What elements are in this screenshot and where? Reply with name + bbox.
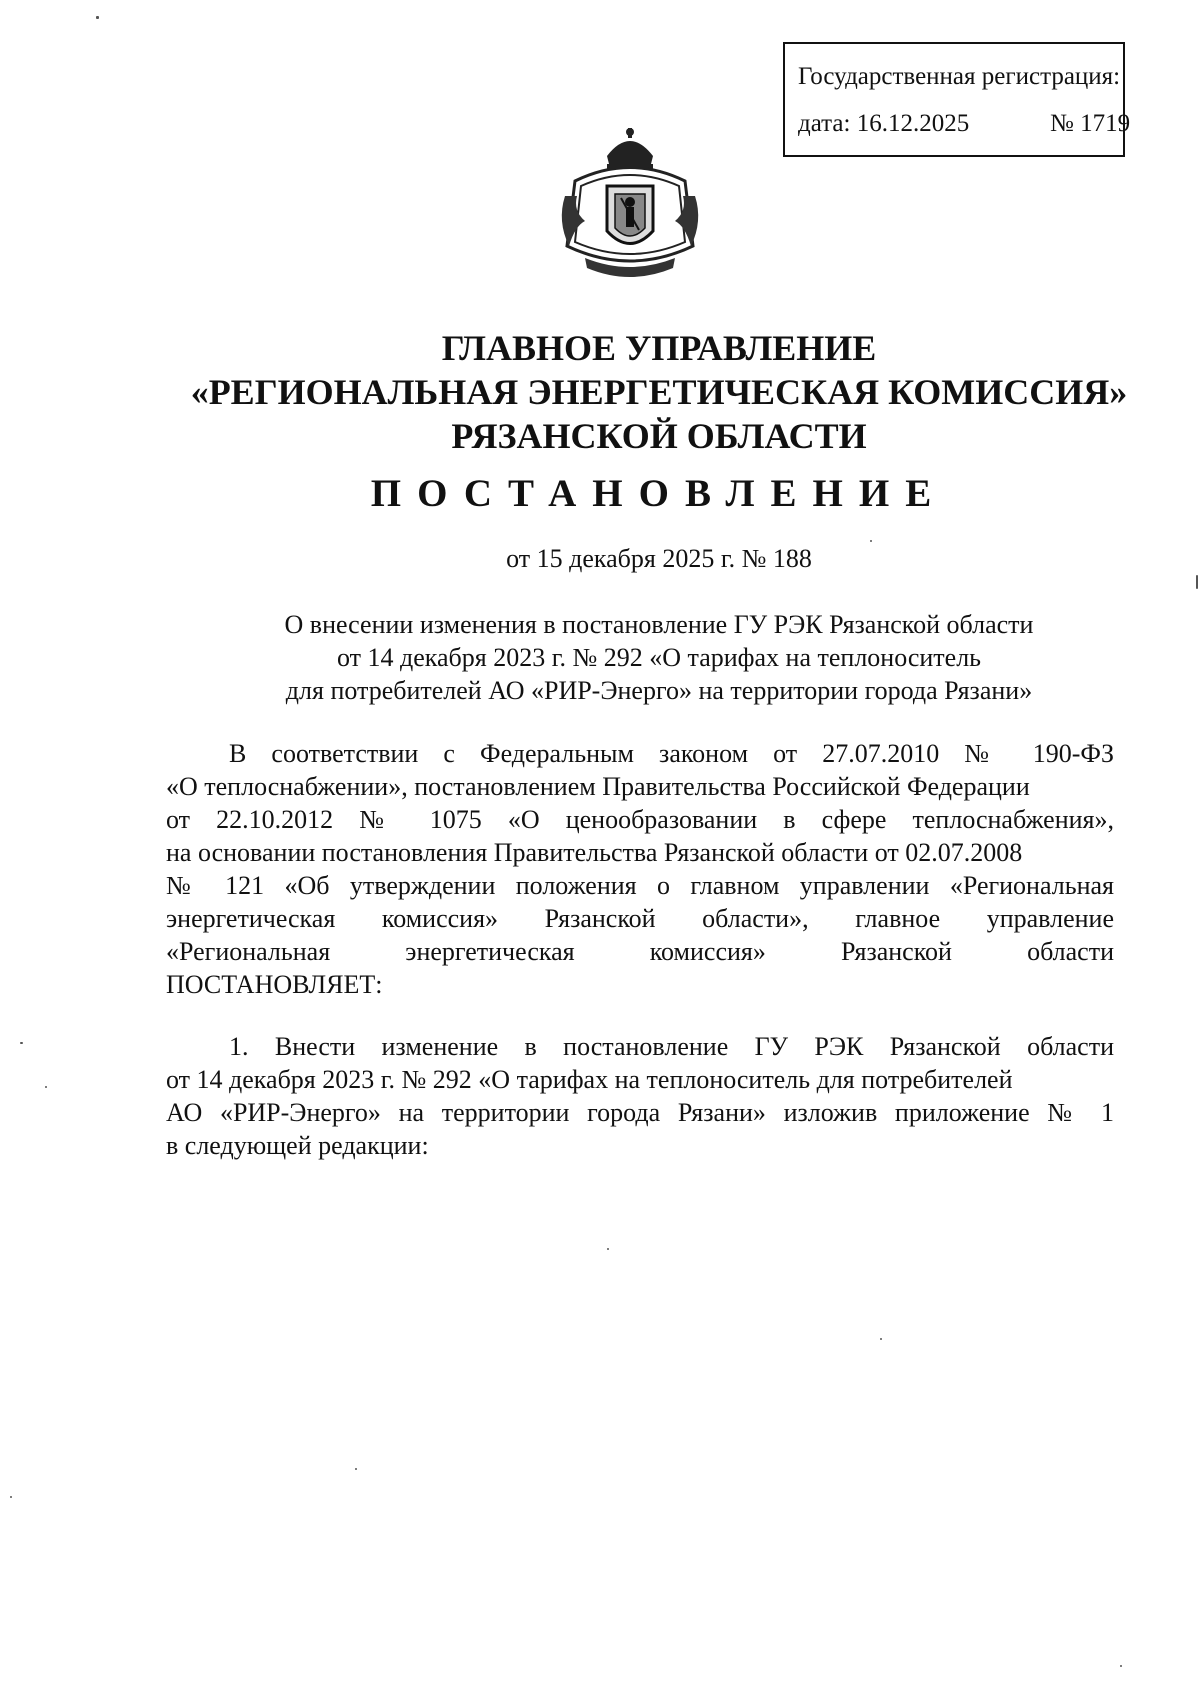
subject-line: для потребителей АО «РИР-Энерго» на территории города Рязани» bbox=[285, 676, 1033, 705]
scan-speck bbox=[355, 1468, 357, 1470]
preamble-line: ПОСТАНОВЛЯЕТ: bbox=[166, 970, 383, 999]
item-1-line: АО «РИР-Энерго» на территории города Рязани» изложив приложение № 1 bbox=[166, 1098, 1114, 1127]
document-date: от 15 декабря 2025 г. № 188 bbox=[506, 544, 812, 573]
scan-speck bbox=[45, 1086, 47, 1088]
org-line: ГЛАВНОЕ УПРАВЛЕНИЕ bbox=[441, 328, 877, 368]
registration-title: Государственная регистрация: bbox=[798, 63, 1121, 90]
preamble-line: В соответствии с Федеральным законом от 27.07.2010 № 190-ФЗ bbox=[229, 739, 1114, 768]
preamble-line: на основании постановления Правительства Рязанской области от 02.07.2008 bbox=[166, 838, 1023, 867]
preamble-line: № 121 «Об утверждении положения о главном управлении «Региональная bbox=[166, 871, 1114, 900]
scan-speck bbox=[10, 1496, 12, 1498]
preamble-line: энергетическая комиссия» Рязанской области», главное управление bbox=[166, 904, 1114, 933]
organization-name bbox=[0, 326, 1200, 458]
document-title: ПОСТАНОВЛЕНИЕ bbox=[370, 472, 948, 515]
item-1-line: от 14 декабря 2023 г. № 292 «О тарифах на теплоноситель для потребителей bbox=[166, 1065, 1013, 1094]
registration-stamp bbox=[783, 42, 1131, 157]
subject-line: от 14 декабря 2023 г. № 292 «О тарифах на теплоноситель bbox=[336, 643, 982, 672]
scan-speck bbox=[1196, 575, 1198, 589]
registration-row bbox=[798, 109, 1131, 139]
ryazan-coat-of-arms-icon bbox=[555, 126, 705, 286]
preamble-line: «О теплоснабжении», постановлением Правительства Российской Федерации bbox=[166, 772, 1030, 801]
org-line: «РЕГИОНАЛЬНАЯ ЭНЕРГЕТИЧЕСКАЯ КОМИССИЯ» bbox=[190, 372, 1128, 412]
scan-speck bbox=[607, 1248, 609, 1250]
document-subject bbox=[0, 608, 1200, 707]
preamble-paragraph bbox=[166, 737, 1114, 1001]
preamble-line: «Региональная энергетическая комиссия» Рязанской области bbox=[166, 937, 1114, 966]
item-1-line: в следующей редакции: bbox=[166, 1131, 429, 1160]
scan-speck bbox=[96, 16, 99, 19]
scan-speck bbox=[870, 540, 872, 542]
scan-speck bbox=[20, 1042, 23, 1044]
registration-date: дата: 16.12.2025 bbox=[798, 110, 970, 137]
item-1-line: 1. Внести изменение в постановление ГУ РЭК Рязанской области bbox=[229, 1032, 1114, 1061]
registration-number: № 1719 bbox=[1050, 110, 1131, 137]
item-1-paragraph bbox=[166, 1030, 1114, 1162]
scan-speck bbox=[1120, 1665, 1122, 1667]
subject-line: О внесении изменения в постановление ГУ РЭК Рязанской области bbox=[284, 610, 1034, 639]
preamble-line: от 22.10.2012 № 1075 «О ценообразовании в сфере теплоснабжения», bbox=[166, 805, 1114, 834]
org-line: РЯЗАНСКОЙ ОБЛАСТИ bbox=[451, 416, 867, 456]
scan-speck bbox=[880, 1338, 882, 1340]
